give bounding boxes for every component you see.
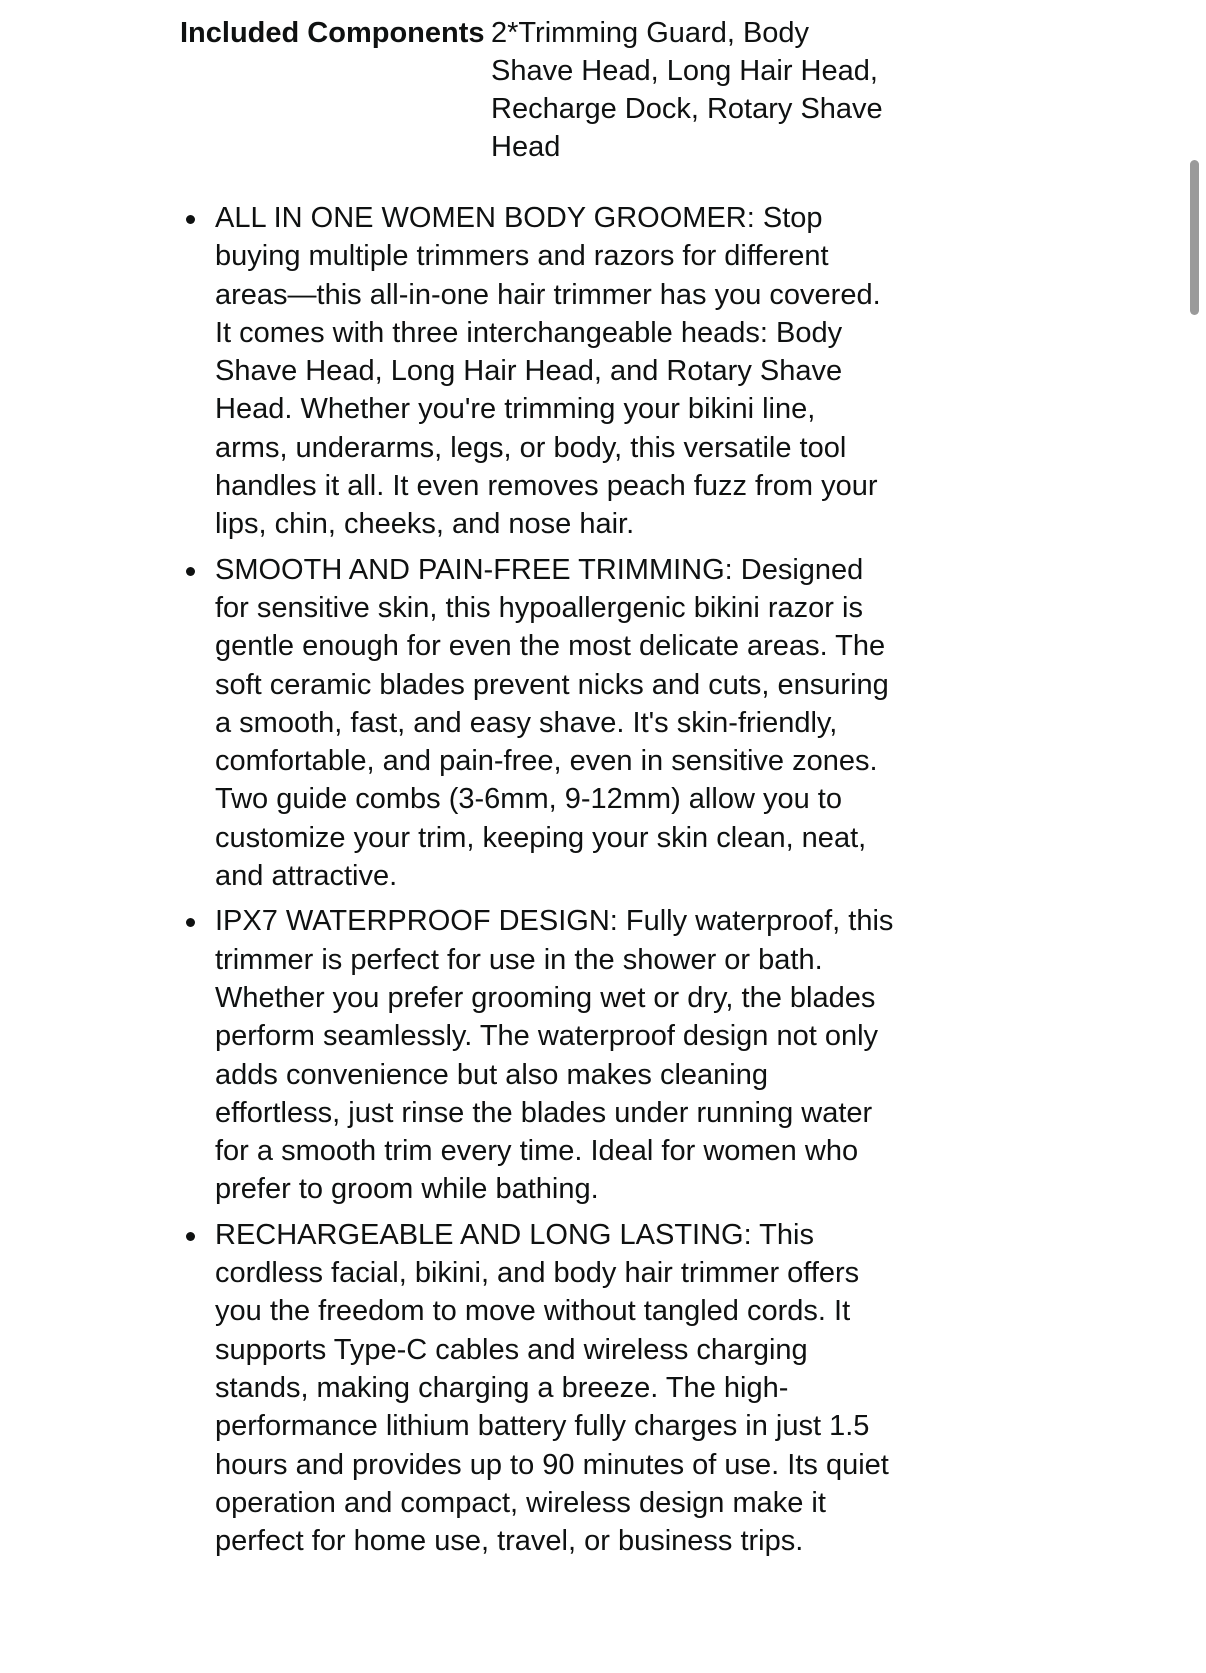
bullet-item: IPX7 WATERPROOF DESIGN: Fully waterproof, this trimmer is perfect for use in the shower or bath. Whether you prefer grooming wet or dry, the blades perform seamlessly. The waterproof design not only adds convenience but also makes cleaning effortless, just rinse the blades under running water for a smooth trim every time. Ideal for women who prefer to groom while bathing.: [215, 902, 895, 1208]
vertical-scrollbar[interactable]: [1190, 160, 1199, 315]
about-item-bullets: [215, 199, 895, 1567]
product-detail-row: [180, 14, 920, 166]
bullet-item: RECHARGEABLE AND LONG LASTING: This cordless facial, bikini, and body hair trimmer offers you the freedom to move without tangled cords. It supports Type-C cables and wireless charging stands, making charging a breeze. The high-performance lithium battery fully charges in just 1.5 hours and provides up to 90 minutes of use. Its quiet operation and compact, wireless design make it perfect for home use, travel, or business trips.: [215, 1216, 895, 1561]
detail-label: Included Components: [180, 17, 485, 49]
bullet-item: ALL IN ONE WOMEN BODY GROOMER: Stop buying multiple trimmers and razors for different areas—this all-in-one hair trimmer has you covered. It comes with three interchangeable heads: Body Shave Head, Long Hair Head, and Rotary Shave Head. Whether you're trimming your bikini line, arms, underarms, legs, or body, this versatile tool handles it all. It even removes peach fuzz from your lips, chin, cheeks, and nose hair.: [215, 199, 895, 544]
bullet-item: SMOOTH AND PAIN-FREE TRIMMING: Designed for sensitive skin, this hypoallergenic bikini razor is gentle enough for even the most delicate areas. The soft ceramic blades prevent nicks and cuts, ensuring a smooth, fast, and easy shave. It's skin-friendly, comfortable, and pain-free, even in sensitive zones. Two guide combs (3-6mm, 9-12mm) allow you to customize your trim, keeping your skin clean, neat, and attractive.: [215, 551, 895, 896]
detail-value: 2*Trimming Guard, Body Shave Head, Long Hair Head, Recharge Dock, Rotary Shave Head: [491, 17, 883, 163]
